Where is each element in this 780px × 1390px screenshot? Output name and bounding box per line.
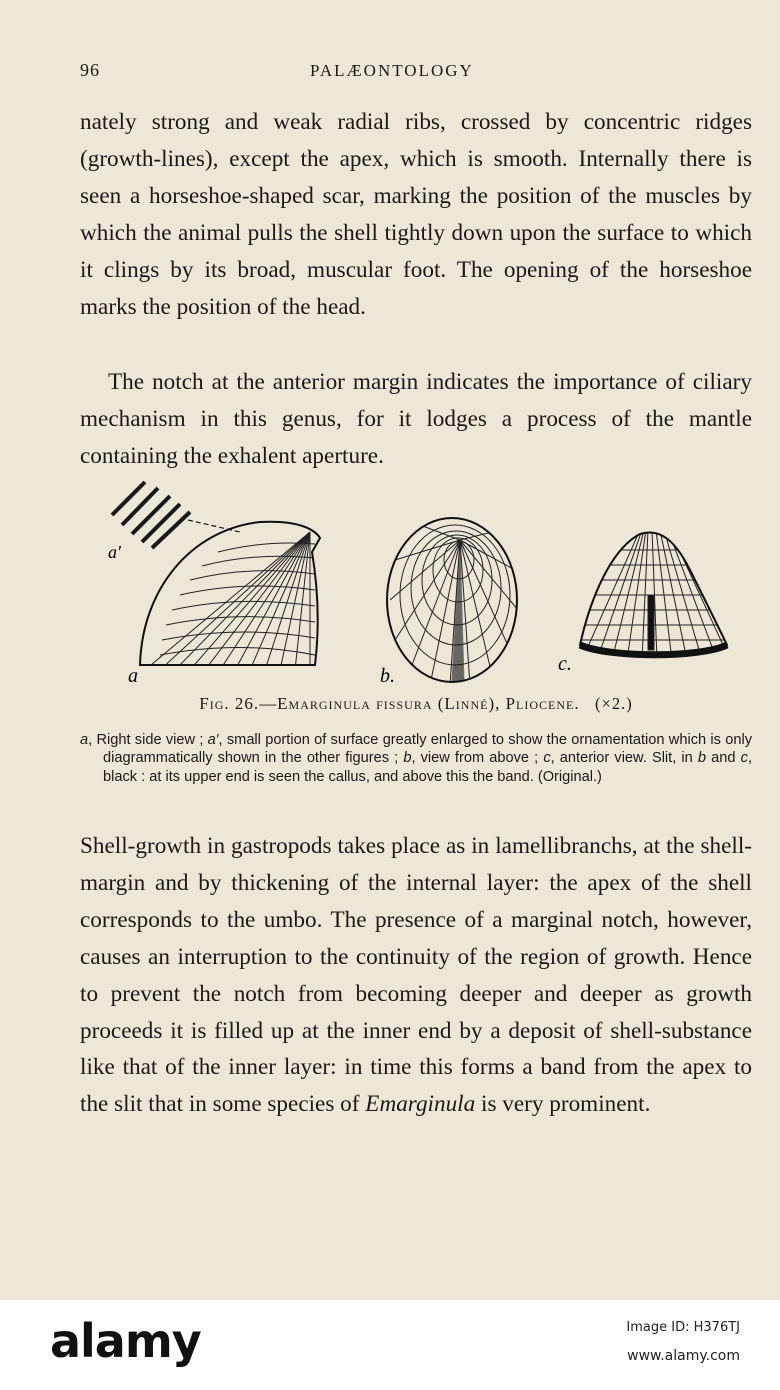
label-a-prime: a′ [108,542,121,562]
pointer-line [188,520,240,532]
label-c: c. [558,653,572,675]
page-header [80,60,752,90]
paragraph-3-end: is very prominent. [475,1091,651,1118]
page-number: 96 [80,60,100,80]
paragraph-1: nately strong and weak radial ribs, crossed by concentric ridges (growth-lines), except the apex, which is smooth. Internally there is seen a horseshoe-shaped scar, marking the position of the muscles by which the animal pulls the shell tightly down upon the surface to which it clings by its broad, muscular foot. The opening of the horseshoe marks the position of the head. [80,109,752,320]
watermark-footer [0,1300,780,1390]
genus-name: Emarginula [365,1091,476,1118]
label-b: b. [380,665,395,685]
figure-26-illustration [100,470,740,685]
image-id: Image ID: H376TJ [626,1320,740,1335]
running-title: PALÆONTOLOGY [310,61,474,80]
desc-b-label: b [403,750,412,767]
shell-anterior-view [570,530,740,660]
paragraph-2: The notch at the anterior margin indicates the importance of ciliary mechanism in this genus, for it lodges a process of the mantle containing the exhalent aperture. [80,369,752,469]
desc-c-text: , anterior view. Slit, in [550,750,698,767]
desc-aprime-text: , small portion of surface greatly enlarged to show the ornamentation which is only diagrammatically shown in the other figures ; [103,732,752,767]
paragraph-3 [80,828,752,1123]
alamy-logo: alamy [50,1314,201,1368]
desc-c-label: c [543,750,551,767]
enlarged-surface-fragment [112,482,190,548]
caption-species: Emarginula fissura (Linné), Pliocene. [277,694,580,713]
desc-slit-b: b [697,750,707,767]
figure-description [80,731,752,786]
desc-slit-c: c [740,750,748,767]
desc-end: , black : at its upper end is seen the callus, and above this the band. (Original.) [103,750,752,785]
shell-side-view [140,522,320,670]
desc-a-text: , Right side view ; [88,732,208,748]
desc-b-text: , view from above ; [411,750,544,767]
caption-figure-number: Fig. 26.— [199,694,278,713]
desc-aprime-label: a′ [207,732,219,748]
figure-caption [80,694,752,714]
shell-drawings [100,470,740,685]
caption-scale: (×2.) [595,694,633,713]
shell-top-view [387,518,518,685]
label-a: a [128,665,138,685]
desc-a-label: a [80,732,89,748]
paragraph-3-text: Shell-growth in gastropods takes place as in lamellibranchs, at the shell-margin and by thickening of the internal layer: the apex of the shell corresponds to the umbo. The presence of a marginal notch, however, causes an interruption to the continuity of the region of growth. Hence to prevent the notch from becoming deeper and deeper as growth proceeds it is filled up at the inner end by a deposit of shell-substance like that of the inner layer: in time this forms a band from the apex to the slit that in some species of [80,833,752,1118]
desc-and: and [706,750,741,767]
site-url: www.alamy.com [627,1348,740,1364]
